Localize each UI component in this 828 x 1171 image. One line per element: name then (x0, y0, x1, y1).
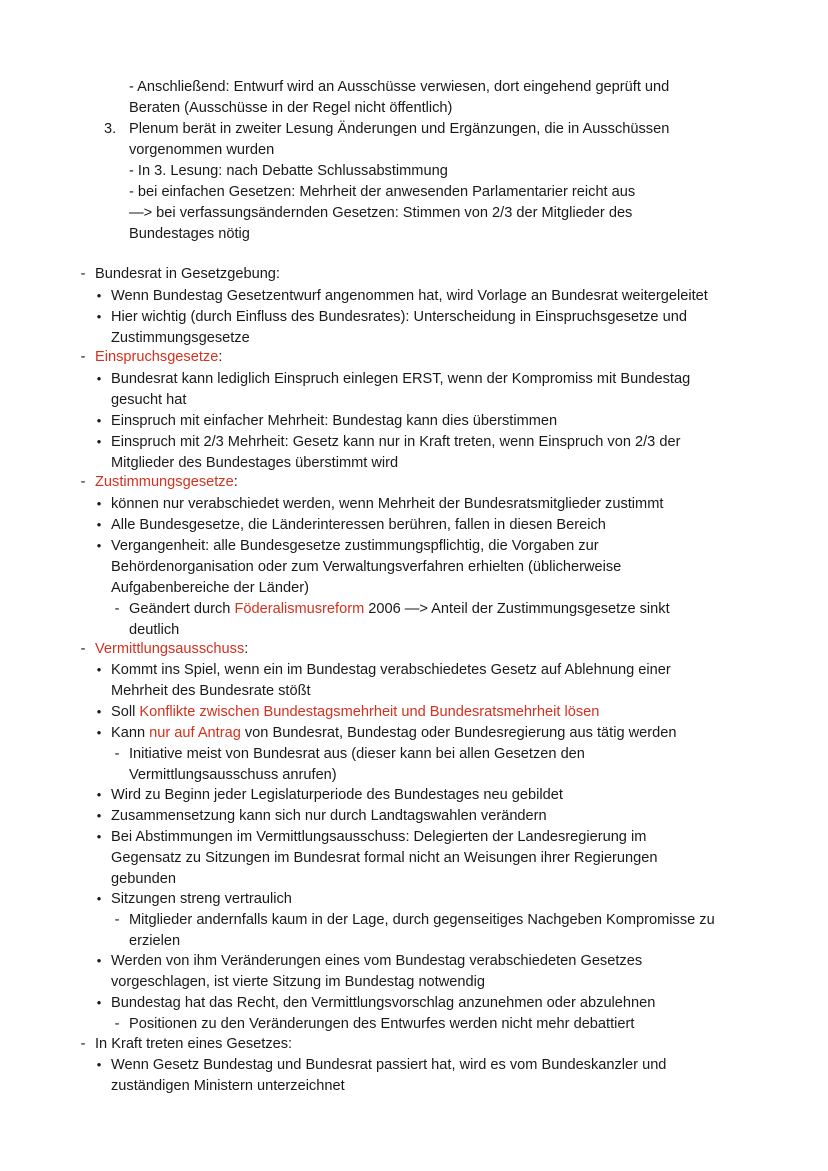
text-line: Sitzungen streng vertraulich (111, 891, 292, 907)
heading-colon: : (218, 349, 223, 365)
text-line: deutlich (129, 622, 180, 638)
bullet-marker: • (96, 662, 102, 677)
dash-marker: - (80, 266, 86, 282)
dash-marker: - (80, 349, 86, 365)
dash-marker: - (114, 912, 120, 928)
text-line: vorgenommen wurden (129, 142, 275, 158)
dash-marker: - (114, 601, 120, 617)
bullet-marker: • (96, 725, 102, 740)
text-line: Initiative meist von Bundesrat aus (dieser kann bei allen Gesetzen den (129, 746, 585, 762)
bullet-marker: • (96, 995, 102, 1010)
section-heading: Bundesrat in Gesetzgebung: (95, 266, 280, 282)
text-line: Einspruch mit einfacher Mehrheit: Bundestag kann dies überstimmen (111, 413, 558, 429)
bullet-marker: • (96, 891, 102, 906)
text-segment: Geändert durch (129, 601, 235, 617)
text-line: Wenn Bundestag Gesetzentwurf angenommen hat, wird Vorlage an Bundesrat weitergeleitet (111, 288, 708, 304)
text-line: Gegensatz zu Sitzungen im Bundesrat formal nicht an Weisungen ihrer Regierungen (111, 850, 658, 866)
text-line: Kommt ins Spiel, wenn ein im Bundestag verabschiedetes Gesetz auf Ablehnung einer (111, 662, 671, 678)
text-line: gebunden (111, 871, 176, 887)
text-highlight: Konflikte zwischen Bundestagsmehrheit und Bundesratsmehrheit lösen (139, 704, 600, 720)
text-line: Mitglieder andernfalls kaum in der Lage, durch gegenseitiges Nachgeben Kompromisse zu (129, 912, 715, 928)
text-segment: 2006 —> Anteil der Zustimmungsgesetze sinkt (364, 601, 670, 617)
text-line: können nur verabschiedet werden, wenn Mehrheit der Bundesratsmitglieder zustimmt (111, 496, 664, 512)
bullet-marker: • (96, 1057, 102, 1072)
section-heading (95, 347, 222, 367)
text-line: Mitglieder des Bundestages überstimmt wird (111, 455, 399, 471)
text-line: gesucht hat (111, 392, 187, 408)
heading-colon: : (244, 641, 249, 657)
text-line: Positionen zu den Veränderungen des Entwurfes werden nicht mehr debattiert (129, 1016, 635, 1032)
text-line: Beraten (Ausschüsse in der Regel nicht öffentlich) (129, 100, 453, 116)
bullet-marker: • (96, 413, 102, 428)
bullet-marker: • (96, 496, 102, 511)
text-line: Hier wichtig (durch Einfluss des Bundesrates): Unterscheidung in Einspruchsgesetze und (111, 309, 687, 325)
heading-highlight: Einspruchsgesetze (95, 349, 219, 365)
dash-marker: - (114, 1016, 120, 1032)
text-line: Aufgabenbereiche der Länder) (111, 580, 309, 596)
section-heading: In Kraft treten eines Gesetzes: (95, 1036, 293, 1052)
heading-colon: : (233, 474, 238, 490)
list-number: 3. (104, 121, 117, 137)
section-heading (95, 472, 238, 492)
text-line: Zustimmungsgesetze (111, 330, 250, 346)
text-line: Wird zu Beginn jeder Legislaturperiode des Bundestages neu gebildet (111, 787, 563, 803)
text-segment: Soll (111, 704, 140, 720)
heading-highlight: Vermittlungsausschuss (95, 641, 245, 657)
text-highlight: nur auf Antrag (149, 725, 241, 741)
text-line: - In 3. Lesung: nach Debatte Schlussabstimmung (129, 163, 448, 179)
bullet-marker: • (96, 829, 102, 844)
heading-highlight: Zustimmungsgesetze (95, 474, 234, 490)
dash-marker: - (80, 1036, 86, 1052)
bullet-marker: • (96, 371, 102, 386)
bullet-marker: • (96, 434, 102, 449)
text-line: erzielen (129, 933, 181, 949)
text-line: Wenn Gesetz Bundestag und Bundesrat passiert hat, wird es vom Bundeskanzler und (111, 1057, 667, 1073)
text-line: —> bei verfassungsändernden Gesetzen: Stimmen von 2/3 der Mitglieder des (129, 205, 633, 221)
text-highlight: Föderalismusreform (234, 601, 365, 617)
text-line: Zusammensetzung kann sich nur durch Landtagswahlen verändern (111, 808, 547, 824)
bullet-marker: • (96, 288, 102, 303)
bullet-marker: • (96, 517, 102, 532)
text-line: Bei Abstimmungen im Vermittlungsausschuss: Delegierten der Landesregierung im (111, 829, 647, 845)
bullet-marker: • (96, 538, 102, 553)
text-line: Alle Bundesgesetze, die Länderinteressen berühren, fallen in diesen Bereich (111, 517, 606, 533)
text-segment: von Bundesrat, Bundestag oder Bundesregierung aus tätig werden (240, 725, 677, 741)
text-line: Werden von ihm Veränderungen eines vom Bundestag verabschiedeten Gesetzes (111, 953, 643, 969)
text-line: Bundestages nötig (129, 226, 250, 242)
bullet-marker: • (96, 953, 102, 968)
text-line (129, 599, 670, 619)
bullet-marker: • (96, 787, 102, 802)
text-line: vorgeschlagen, ist vierte Sitzung im Bundestag notwendig (111, 974, 485, 990)
bullet-marker: • (96, 808, 102, 823)
text-line: Vergangenheit: alle Bundesgesetze zustimmungspflichtig, die Vorgaben zur (111, 538, 599, 554)
dash-marker: - (80, 641, 86, 657)
text-line (111, 723, 677, 743)
text-line: Behördenorganisation oder zum Verwaltungsverfahren erhielten (üblicherweise (111, 559, 622, 575)
text-line: Plenum berät in zweiter Lesung Änderungen und Ergänzungen, die in Ausschüssen (129, 121, 670, 137)
text-line: Bundestag hat das Recht, den Vermittlungsvorschlag anzunehmen oder abzulehnen (111, 995, 656, 1011)
text-line: Bundesrat kann lediglich Einspruch einlegen ERST, wenn der Kompromiss mit Bundestag (111, 371, 691, 387)
dash-marker: - (80, 474, 86, 490)
bullet-marker: • (96, 309, 102, 324)
text-segment: Kann (111, 725, 150, 741)
dash-marker: - (114, 746, 120, 762)
text-line: Vermittlungsausschuss anrufen) (129, 767, 337, 783)
text-line: zuständigen Ministern unterzeichnet (111, 1078, 345, 1094)
text-line: - bei einfachen Gesetzen: Mehrheit der anwesenden Parlamentarier reicht aus (129, 184, 636, 200)
text-line: - Anschließend: Entwurf wird an Ausschüsse verwiesen, dort eingehend geprüft und (129, 79, 670, 95)
text-line: Mehrheit des Bundesrate stößt (111, 683, 311, 699)
text-line: Einspruch mit 2/3 Mehrheit: Gesetz kann nur in Kraft treten, wenn Einspruch von 2/3 der (111, 434, 681, 450)
text-line (111, 702, 599, 722)
section-heading (95, 639, 248, 659)
bullet-marker: • (96, 704, 102, 719)
